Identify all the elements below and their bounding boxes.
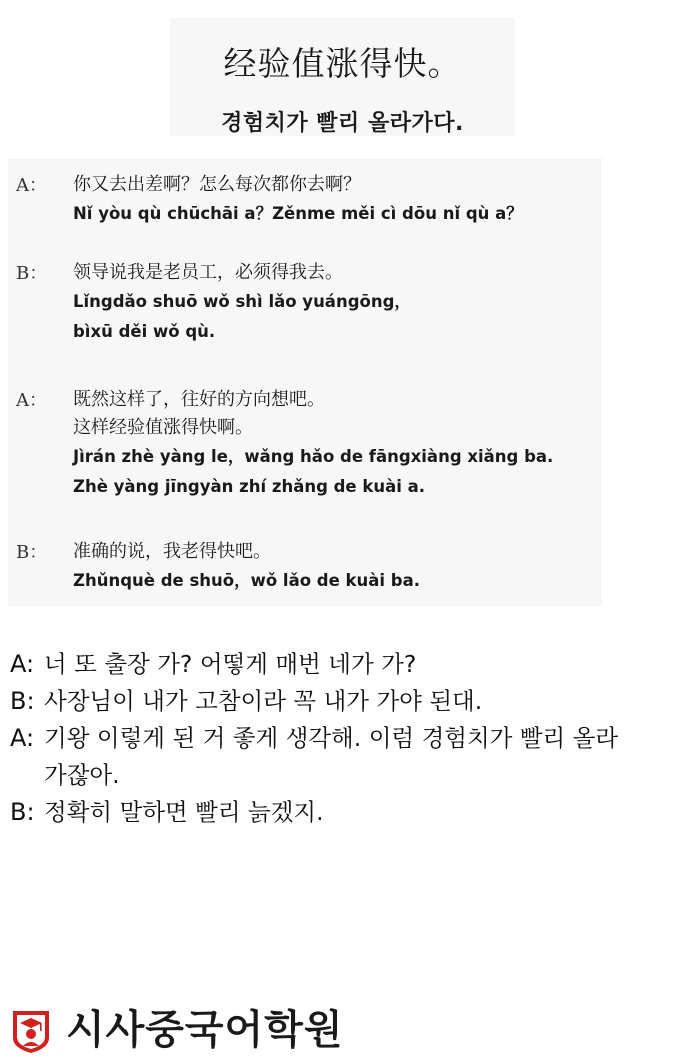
translation-text: 정확히 말하면 빨리 늙겠지. <box>44 798 324 826</box>
pinyin-line: bìxū děi wǒ qù. <box>73 322 216 341</box>
graduate-cap-emblem-icon <box>10 1008 52 1054</box>
title-chinese: 经验值涨得快。 <box>223 44 462 83</box>
chinese-line: 领导说我是老员工，必须得我去。 <box>73 262 343 283</box>
speaker-label: A： <box>16 390 47 411</box>
title-panel <box>170 18 515 136</box>
translation-line <box>10 757 670 794</box>
pinyin-line: Jìrán zhè yàng le，wǎng hǎo de fāngxiàng xiǎng ba. <box>73 447 554 466</box>
chinese-line: 既然这样了，往好的方向想吧。 <box>73 389 325 410</box>
speaker-label: B： <box>16 542 48 563</box>
translation-text: 기왕 이렇게 된 거 좋게 생각해. 이럼 경험치가 빨리 올라 <box>44 724 619 752</box>
translation-text: 사장님이 내가 고참이라 꼭 내가 가야 된대. <box>44 687 483 715</box>
translation-line <box>10 646 670 683</box>
academy-logo <box>10 1002 370 1058</box>
translation-line <box>10 720 670 757</box>
speaker-label: B: <box>10 798 35 826</box>
chinese-line: 这样经验值涨得快啊。 <box>73 417 253 438</box>
translation-text: 너 또 출장 가? 어떻게 매번 네가 가? <box>44 650 417 678</box>
pinyin-line: Nǐ yòu qù chūchāi a？Zěnme měi cì dōu nǐ qù a？ <box>73 204 523 223</box>
chinese-line: 你又去出差啊？怎么每次都你去啊？ <box>73 174 361 195</box>
speaker-label: A: <box>10 650 35 678</box>
korean-translation <box>10 646 670 831</box>
speaker-label: A: <box>10 724 35 752</box>
pinyin-line: Lǐngdǎo shuō wǒ shì lǎo yuángōng， <box>73 292 411 311</box>
title-korean: 경험치가 빨리 올라가다. <box>221 111 464 136</box>
translation-line <box>10 683 670 720</box>
academy-name: 시사중국어학원 <box>66 1007 344 1053</box>
pinyin-line: Zhè yàng jīngyàn zhí zhǎng de kuài a. <box>73 477 426 496</box>
speaker-label: A： <box>16 175 47 196</box>
dialogue-panel <box>8 158 602 606</box>
translation-line <box>10 794 670 831</box>
translation-text: 가잖아. <box>44 761 120 789</box>
speaker-label: B： <box>16 263 48 284</box>
pinyin-line: Zhǔnquè de shuō，wǒ lǎo de kuài ba. <box>73 571 420 590</box>
chinese-line: 准确的说，我老得快吧。 <box>73 541 271 562</box>
speaker-label: B: <box>10 687 35 715</box>
